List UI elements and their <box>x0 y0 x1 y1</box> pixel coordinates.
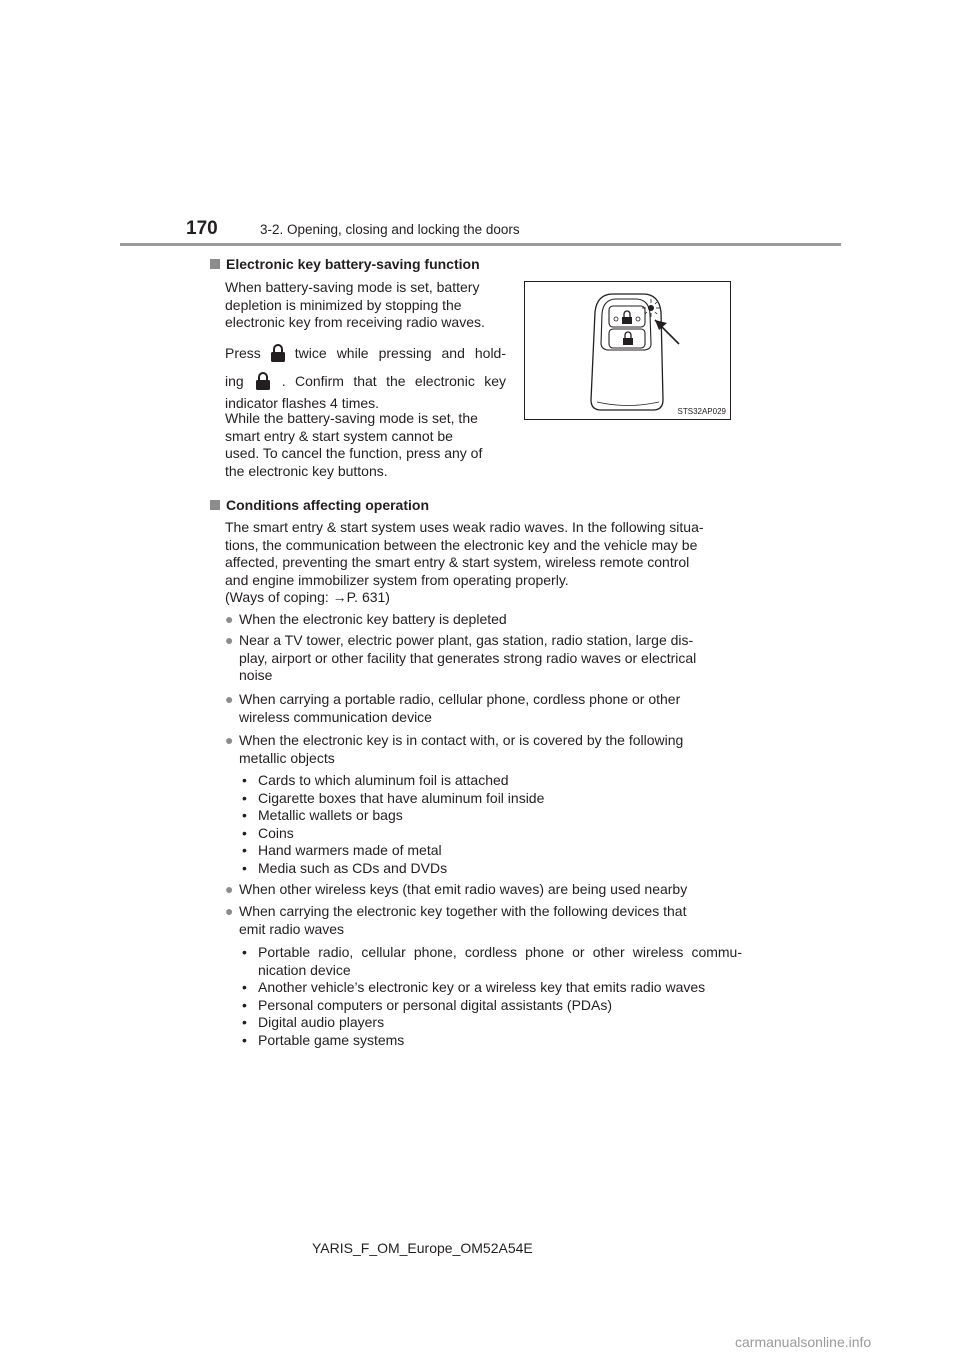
list-item <box>225 611 750 629</box>
list-item-text <box>239 611 750 629</box>
sub-list-item <box>242 944 742 979</box>
text-line: When carrying a portable radio, cellular phone, cordless phone or other <box>239 691 681 707</box>
list-item <box>225 903 750 938</box>
dot-bullet: • <box>242 996 247 1013</box>
sub-list-item <box>242 997 742 1015</box>
text-line: the electronic key buttons. <box>225 462 388 479</box>
dot-bullet: • <box>242 1014 247 1031</box>
circle-bullet-icon: ● <box>225 903 234 919</box>
text-line <box>225 369 506 393</box>
text-line: noise <box>239 667 273 684</box>
page-number: 170 <box>186 218 218 239</box>
text-line <box>225 341 506 365</box>
text-line: emit radio waves <box>239 920 345 937</box>
text-line: smart entry & start system cannot be <box>225 427 453 444</box>
text-fragment: . Confirm that the electronic key <box>281 373 506 389</box>
circle-bullet-icon: ● <box>225 732 234 748</box>
list-item-text <box>239 881 750 899</box>
sub-list-item <box>242 1032 742 1050</box>
text-line: wireless communication device <box>239 708 432 725</box>
sub-list-item <box>242 860 742 878</box>
watermark-link[interactable]: carmanualsonline.info <box>735 1334 872 1350</box>
sub-list-item-text: Media such as CDs and DVDs <box>258 859 448 876</box>
list-item <box>225 691 750 726</box>
lock-icon <box>254 371 272 391</box>
list-item <box>225 632 750 685</box>
sub-list-item <box>242 842 742 860</box>
dot-bullet: • <box>242 789 247 806</box>
text-line: The smart entry & start system uses weak radio waves. In the following situa- <box>225 519 704 535</box>
square-marker-icon <box>210 500 220 510</box>
sub-list-item <box>242 790 742 808</box>
device-items-list <box>242 944 742 1050</box>
list-item-text <box>239 903 750 938</box>
metallic-items-list <box>242 772 742 878</box>
dot-bullet: • <box>242 807 247 824</box>
sub-list-item-text: Cards to which aluminum foil is attached <box>258 772 509 788</box>
list-item-text <box>239 691 750 726</box>
list-item <box>225 732 750 767</box>
figure-code: STS32AP029 <box>677 407 726 416</box>
electronic-key-figure <box>524 281 731 420</box>
section-heading-conditions <box>210 497 429 513</box>
text-line: depletion is minimized by stopping the <box>225 296 462 313</box>
square-marker-icon <box>210 259 220 269</box>
dot-bullet: • <box>242 842 247 859</box>
dot-bullet: • <box>242 944 247 960</box>
running-head: 3-2. Opening, closing and locking the doors <box>260 222 520 237</box>
sub-list-item <box>242 1014 742 1032</box>
text-line: Portable radio, cellular phone, cordless phone or other wireless commu- <box>258 944 742 960</box>
circle-bullet-icon: ● <box>225 632 234 648</box>
sub-list-item <box>242 825 742 843</box>
sub-list-item-text: Digital audio players <box>258 1014 385 1031</box>
text-line: affected, preventing the smart entry & start system, wireless remote control <box>225 554 690 571</box>
list-item-text <box>239 732 750 767</box>
sub-list-item-text: Hand warmers made of metal <box>258 842 442 859</box>
sub-list-item-text: Personal computers or personal digital assistants (PDAs) <box>258 996 613 1013</box>
dot-bullet: • <box>242 1031 247 1048</box>
text-line: (Ways of coping: →P. 631) <box>225 589 390 606</box>
section-heading-text: Electronic key battery-saving function <box>226 256 480 272</box>
text-line: When other wireless keys (that emit radio waves) are being used nearby <box>239 881 688 897</box>
battery-saving-para2 <box>225 341 506 413</box>
conditions-intro <box>225 519 745 607</box>
sub-list-item-text: Another vehicle’s electronic key or a wireless key that emits radio waves <box>258 979 706 996</box>
circle-bullet-icon: ● <box>225 691 234 707</box>
text-line: metallic objects <box>239 749 335 766</box>
dot-bullet: • <box>242 979 247 996</box>
lock-icon <box>269 343 287 363</box>
sub-list-item <box>242 772 742 790</box>
dot-bullet: • <box>242 824 247 841</box>
sub-list-item-text <box>258 944 742 979</box>
text-line: When carrying the electronic key together with the following devices that <box>239 903 687 919</box>
battery-saving-para3 <box>225 410 506 480</box>
text-line: used. To cancel the function, press any of <box>225 445 483 462</box>
section-heading-text: Conditions affecting operation <box>226 497 429 513</box>
sub-list-item-text: Metallic wallets or bags <box>258 807 403 824</box>
text-fragment: Press <box>225 345 261 361</box>
text-fragment: twice while pressing and hold- <box>294 345 506 361</box>
text-line: and engine immobilizer system from operating properly. <box>225 571 569 588</box>
text-line: While the battery-saving mode is set, the <box>225 410 478 426</box>
sub-list-item <box>242 807 742 825</box>
sub-list-item <box>242 979 742 997</box>
circle-bullet-icon: ● <box>225 611 234 627</box>
text-line: When the electronic key is in contact with, or is covered by the following <box>239 732 684 748</box>
list-item-text <box>239 632 750 685</box>
text-line: tions, the communication between the electronic key and the vehicle may be <box>225 536 698 553</box>
sub-list-item-text: Portable game systems <box>258 1031 405 1048</box>
text-fragment: ing <box>225 373 244 389</box>
sub-list-item-text: Cigarette boxes that have aluminum foil inside <box>258 789 545 806</box>
electronic-key-illustration <box>525 282 730 419</box>
text-line: electronic key from receiving radio waves. <box>225 314 485 331</box>
text-line: When battery-saving mode is set, battery <box>225 279 480 295</box>
list-item <box>225 881 750 899</box>
header-rule <box>120 243 841 246</box>
text-line: Near a TV tower, electric power plant, gas station, radio station, large dis- <box>239 632 694 648</box>
sub-list-item-text: Coins <box>258 824 294 841</box>
section-heading-battery-saving <box>210 256 480 272</box>
text-line: nication device <box>258 961 351 978</box>
circle-bullet-icon: ● <box>225 881 234 897</box>
text-line: play, airport or other facility that generates strong radio waves or electrical <box>239 649 697 666</box>
battery-saving-para1 <box>225 279 506 332</box>
document-code: YARIS_F_OM_Europe_OM52A54E <box>312 1240 533 1256</box>
dot-bullet: • <box>242 859 247 876</box>
text-line: When the electronic key battery is depleted <box>239 611 507 627</box>
text-line: indicator flashes 4 times. <box>225 395 380 411</box>
dot-bullet: • <box>242 772 247 788</box>
